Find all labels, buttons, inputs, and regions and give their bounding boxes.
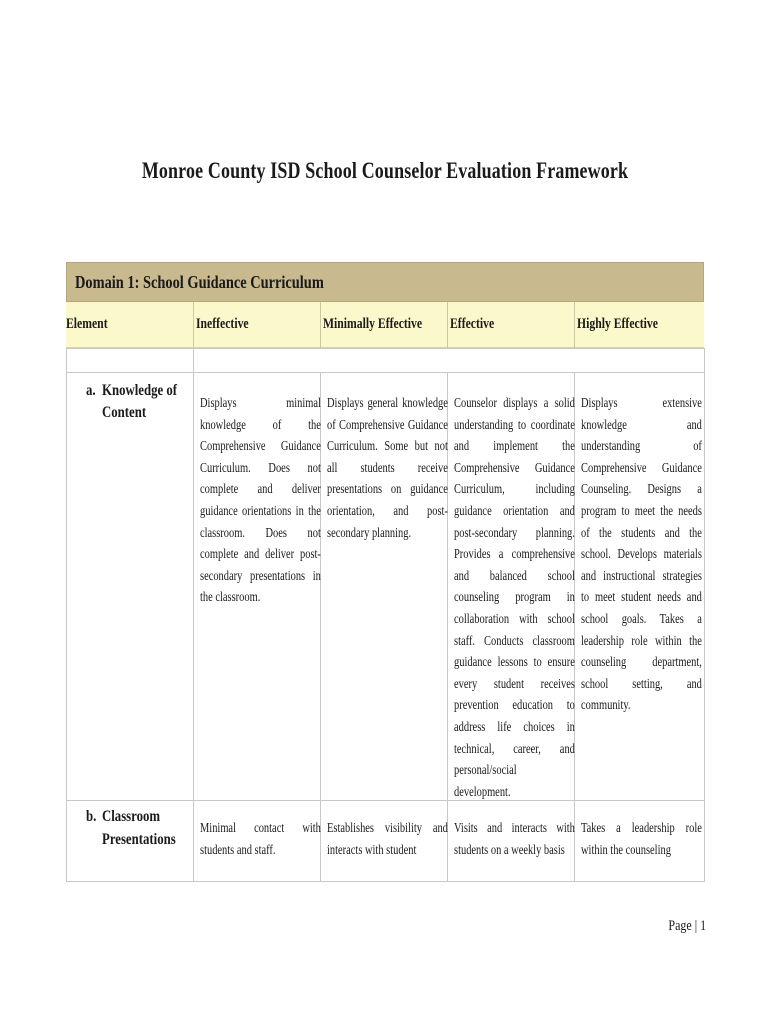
cell-effective: Counselor displays a solid understanding to coordinate and implement the Comprehensive Guidance Curriculum, including guidance orientation and post-secondary planning. Provides a comprehensive and balanced school counseling program in collaboration with school staff. Conducts classroom guidance lessons to ensure every student receives prevention education to address life choices in technical, career, and personal/social development. [454,395,575,799]
domain-header [66,262,704,302]
cell-effective: Visits and interacts with students on a weekly basis [454,820,575,857]
column-header-highly-effective: Highly Effective [577,316,658,332]
header-divider [193,302,194,348]
element-letter: a. [86,382,96,399]
domain-title: Domain 1: School Guidance Curriculum [75,272,324,292]
table-rule [704,348,705,882]
element-name-line: Classroom [102,808,161,825]
table-rule [66,881,704,882]
table-rule [66,800,704,801]
element-name-line: Presentations [102,831,176,848]
cell-ineffective: Minimal contact with students and staff. [200,820,321,857]
cell-minimally-effective: Displays general knowledge of Comprehensive Guidance Curriculum. Some but not all students receive presentations on guidance orientation, and post-secondary planning. [327,395,448,540]
header-divider [447,302,448,348]
cell-minimally-effective: Establishes visibility and interacts with student [327,820,448,857]
column-header-row [66,302,704,348]
table-rule [66,348,704,349]
cell-highly-effective: Takes a leadership role within the counseling [581,820,702,857]
header-divider [574,302,575,348]
element-letter: b. [86,808,97,825]
header-divider [320,302,321,348]
column-header-minimally-effective: Minimally Effective [323,316,423,332]
column-header-effective: Effective [450,316,495,332]
column-header-element: Element [66,316,108,332]
table-rule [193,348,194,882]
table-rule [66,372,704,373]
element-name-line: Content [102,404,147,421]
column-header-ineffective: Ineffective [196,316,249,332]
document-title: Monroe County ISD School Counselor Evaluation Framework [141,158,629,183]
element-name-line: Knowledge of [102,382,178,399]
cell-highly-effective: Displays extensive knowledge and understanding of Comprehensive Guidance Counseling. Designs a program to meet the needs of the students and the school. Develops materials and instructional strategies to meet student needs and school goals. Takes a leadership role within the counseling department, school setting, and community. [581,395,702,713]
table-rule [66,348,67,882]
cell-ineffective: Displays minimal knowledge of the Comprehensive Guidance Curriculum. Does not complete and deliver guidance orientations in the classroom. Does not complete and deliver post-secondary presentations in the classroom. [200,395,321,605]
page-number: Page | 1 [668,918,706,934]
